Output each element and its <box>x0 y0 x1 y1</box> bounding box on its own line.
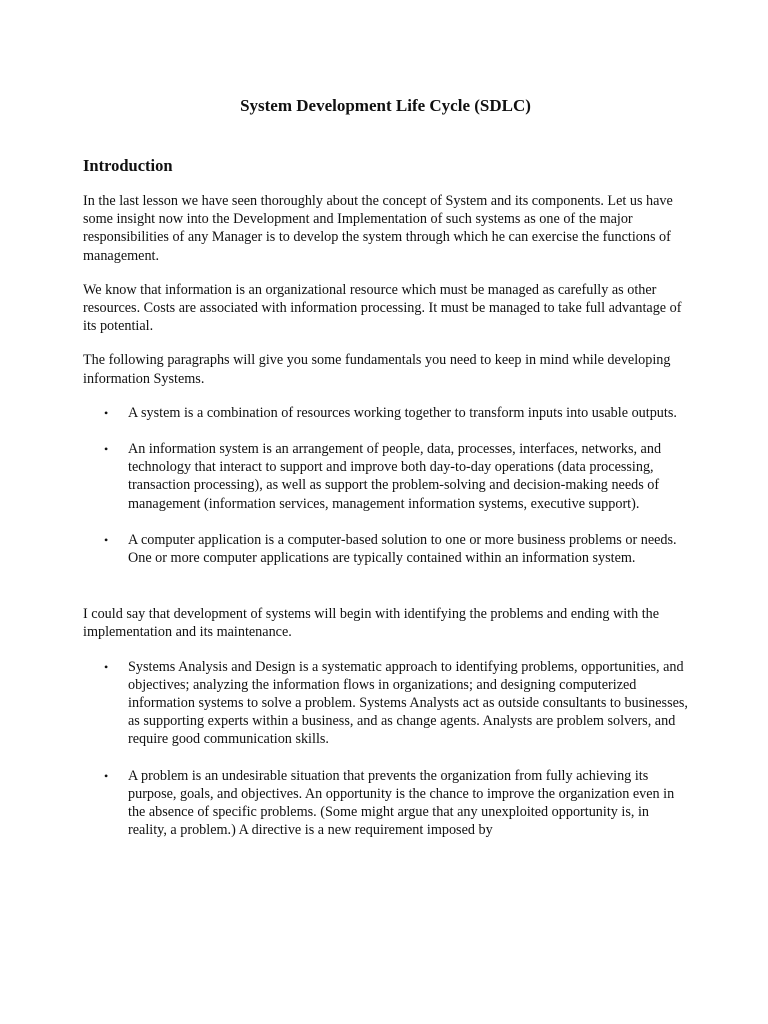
list-item-text: Systems Analysis and Design is a systematic approach to identifying problems, opportunities, and objectives; analyzing the information flows in organizations; and designing computerized information systems to solve a problem. Systems Analysts act as outside consultants to businesses, as supporting experts within a business, and as change agents. Analysts are problem solvers, and require good communication skills. <box>128 658 688 748</box>
bullet-icon: • <box>104 442 109 457</box>
bullet-icon: • <box>104 659 109 674</box>
list-item-text: A system is a combination of resources working together to transform inputs into usable outputs. <box>128 404 677 421</box>
list-item-text: A computer application is a computer-based solution to one or more business problems or needs. One or more computer applications are typically contained within an information system. <box>128 531 677 567</box>
list-item <box>83 440 688 513</box>
paragraph: I could say that development of systems will begin with identifying the problems and ending with the implementation and its maintenance. <box>83 606 660 641</box>
bullet-list <box>83 658 688 840</box>
list-item-text: A problem is an undesirable situation that prevents the organization from fully achieving its purpose, goals, and objectives. An opportunity is the chance to improve the organization even in the absence of specific problems. (Some might argue that any unexploited opportunity is, in reality, a problem.) A directive is a new requirement imposed by <box>128 767 675 839</box>
bullet-icon: • <box>104 768 109 783</box>
list-item <box>83 404 688 422</box>
spacer <box>83 585 688 605</box>
list-item-text: An information system is an arrangement of people, data, processes, interfaces, networks, and technology that interact to support and improve both day-to-day operations (data processing, transaction processing), as well as support the problem-solving and decision-making needs of management (information services, management information systems, executive support). <box>128 441 662 512</box>
list-item <box>83 531 688 567</box>
bullet-icon: • <box>104 532 109 547</box>
bullet-icon: • <box>104 405 109 420</box>
paragraph: The following paragraphs will give you some fundamentals you need to keep in mind while developing information Systems. <box>83 352 671 387</box>
document-title: System Development Life Cycle (SDLC) <box>240 96 531 115</box>
paragraph: In the last lesson we have seen thoroughly about the concept of System and its components. Let us have some insight now into the Development and Implementation of such systems as one of the major responsibilities of any Manager is to develop the system through which he can exercise the functions of management. <box>83 193 673 264</box>
list-item <box>83 658 688 749</box>
bullet-list <box>83 404 688 567</box>
section-heading: Introduction <box>83 156 173 175</box>
paragraph: We know that information is an organizational resource which must be managed as carefully as other resources. Costs are associated with information processing. It must be managed to take full advantage of its potential. <box>83 281 682 335</box>
list-item <box>83 767 688 840</box>
